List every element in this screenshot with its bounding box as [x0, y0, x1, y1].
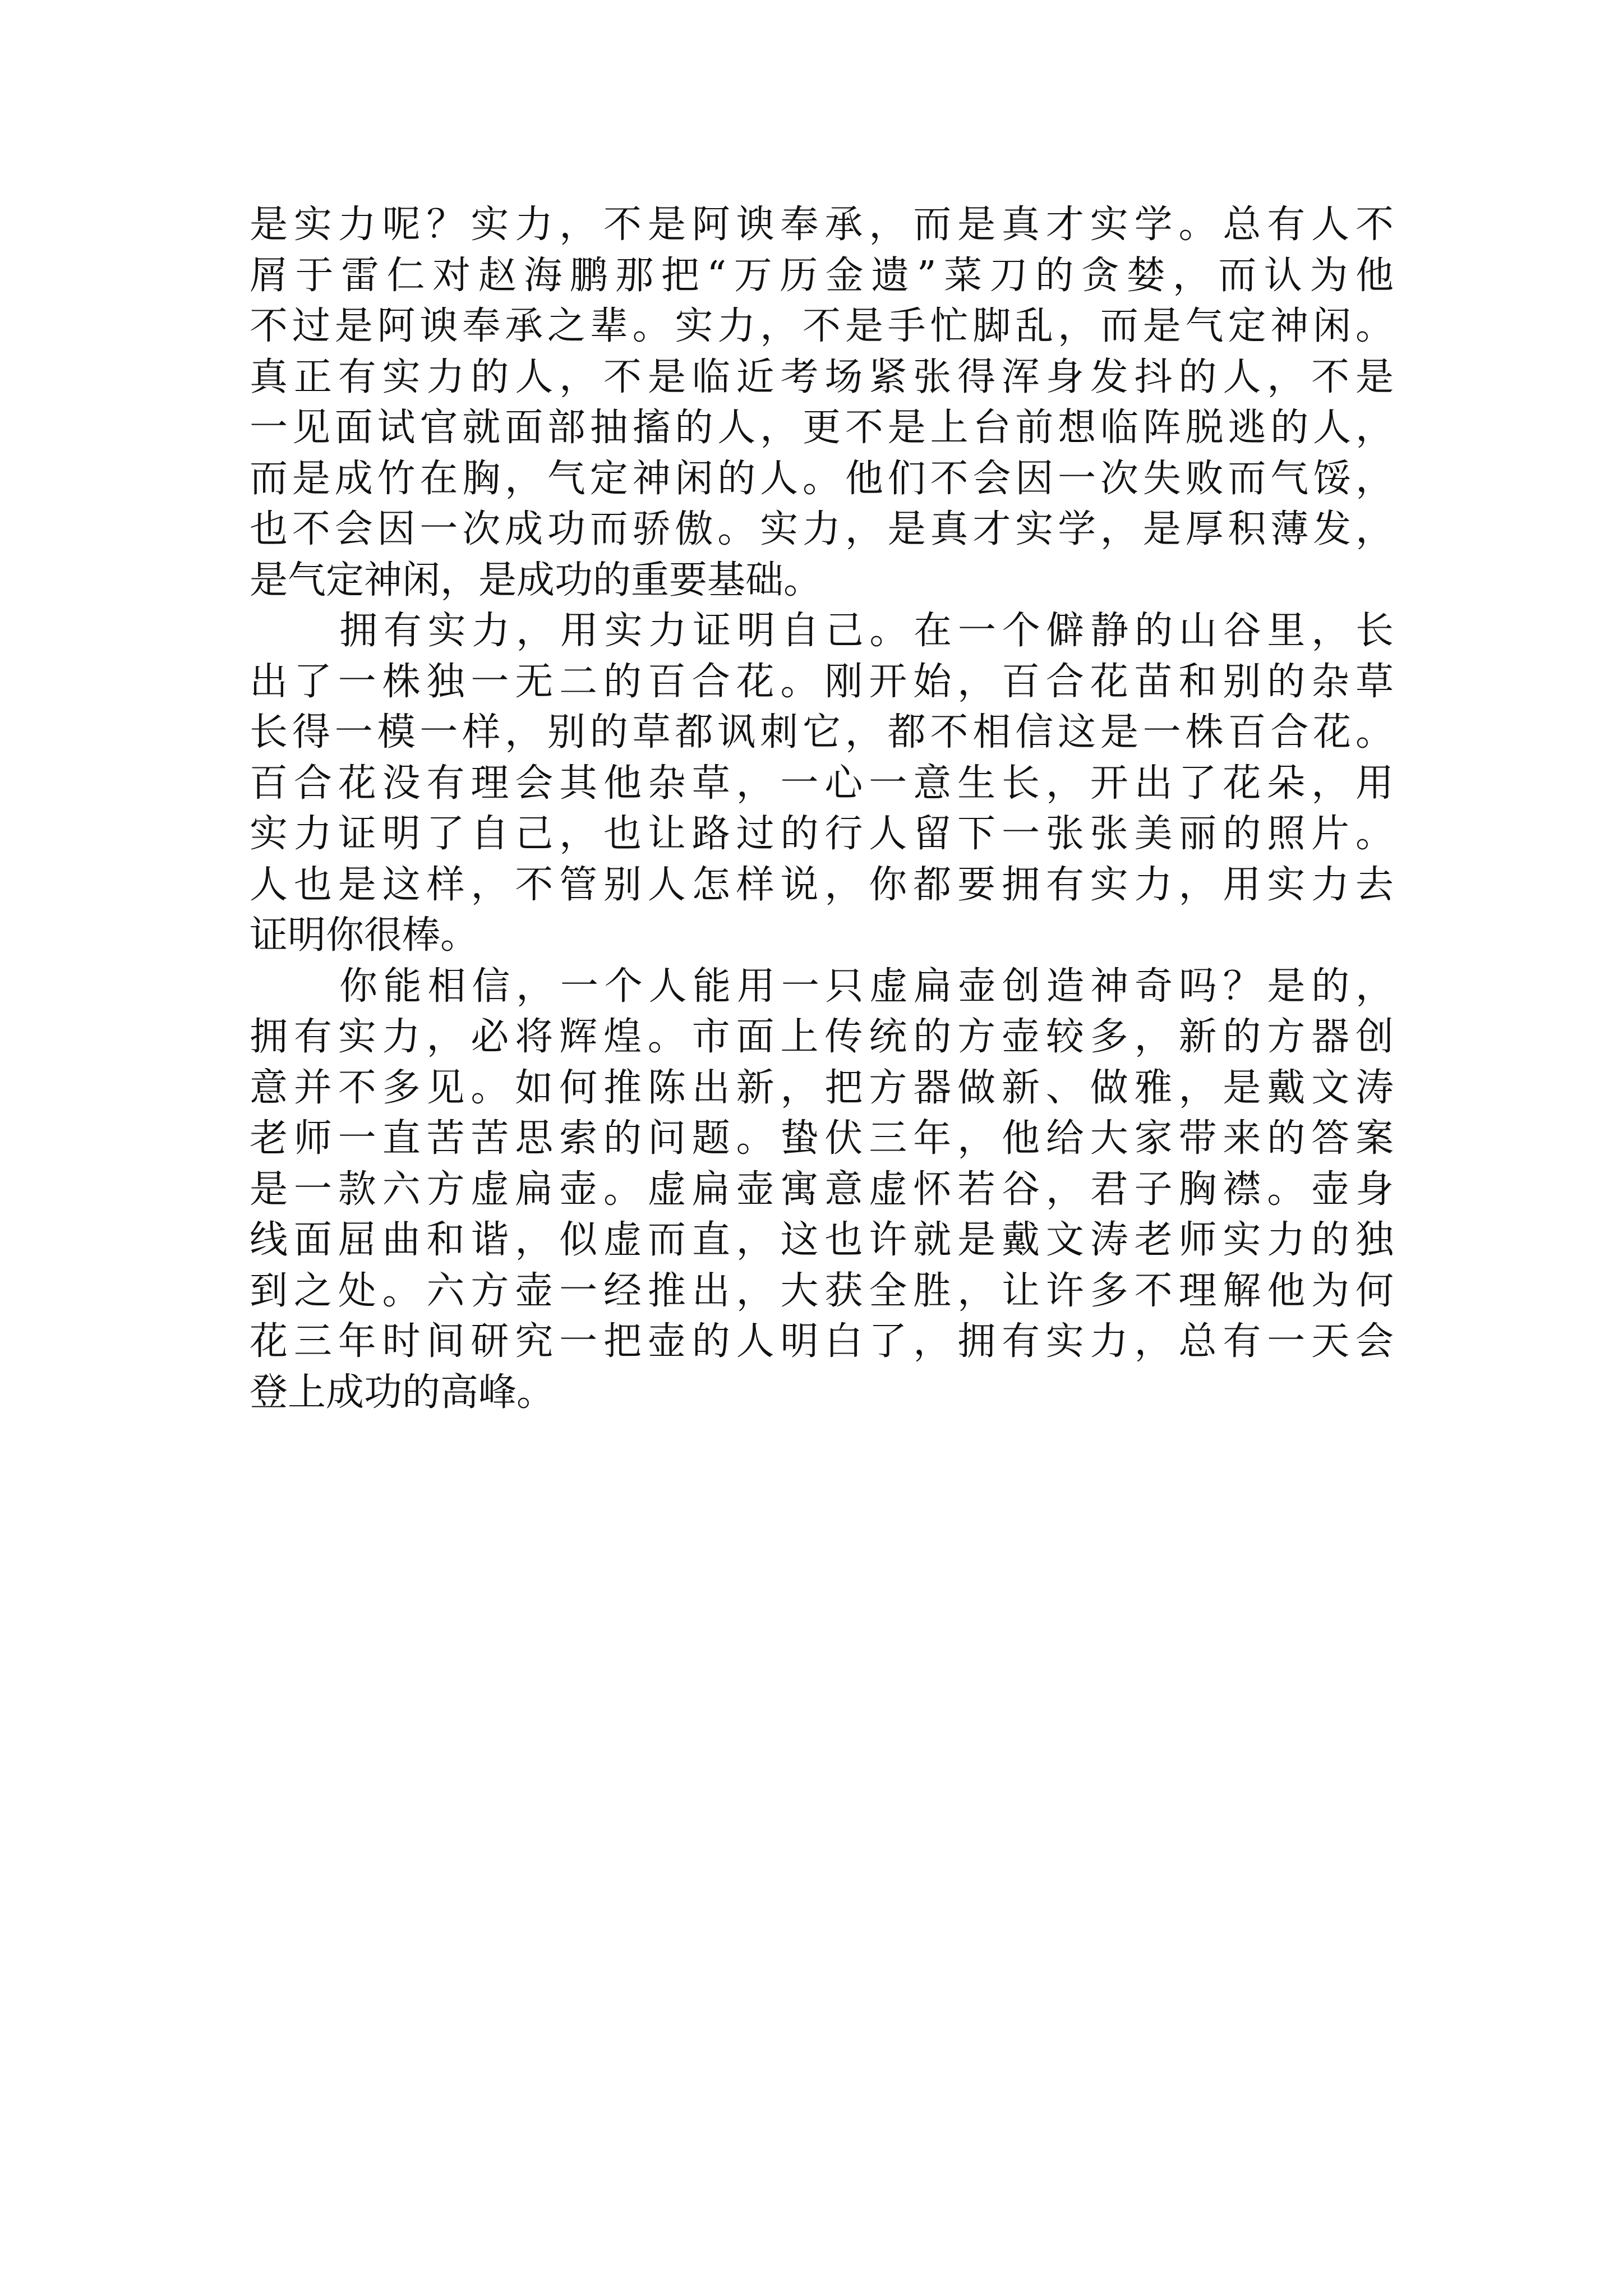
text-line: 拥有实力，用实力证明自己。在一个僻静的山谷里，长 — [339, 609, 1394, 653]
text-line: 不过是阿谀奉承之辈。实力，不是手忙脚乱，而是气定神闲。 — [250, 304, 1394, 348]
text-line: 是气定神闲，是成功的重要基础。 — [250, 558, 822, 602]
text-line: 意并不多见。如何推陈出新，把方器做新、做雅，是戴文涛 — [250, 1065, 1394, 1110]
text-line: 而是成竹在胸，气定神闲的人。他们不会因一次失败而气馁， — [250, 456, 1394, 501]
text-line: 出了一株独一无二的百合花。刚开始，百合花苗和别的杂草 — [250, 659, 1394, 704]
text-line: 拥有实力，必将辉煌。市面上传统的方壶较多，新的方器创 — [250, 1015, 1394, 1059]
text-line: 到之处。六方壶一经推出，大获全胜，让许多不理解他为何 — [250, 1268, 1394, 1313]
paragraph-1 — [250, 200, 1394, 606]
text-line: 你能相信，一个人能用一只虚扁壶创造神奇吗？是的， — [339, 964, 1394, 1009]
text-line: 一见面试官就面部抽搐的人，更不是上台前想临阵脱逃的人， — [250, 406, 1394, 450]
text-line: 人也是这样，不管别人怎样说，你都要拥有实力，用实力去 — [250, 862, 1394, 907]
text-line: 登上成功的高峰。 — [250, 1370, 555, 1415]
paragraph-2 — [250, 606, 1394, 961]
text-line: 老师一直苦苦思索的问题。蛰伏三年，他给大家带来的答案 — [250, 1116, 1394, 1161]
text-line: 长得一模一样，别的草都讽刺它，都不相信这是一株百合花。 — [250, 710, 1394, 754]
text-line: 真正有实力的人，不是临近考场紧张得浑身发抖的人，不是 — [250, 355, 1394, 399]
text-line: 实力证明了自己，也让路过的行人留下一张张美丽的照片。 — [250, 812, 1394, 856]
paragraph-3 — [250, 961, 1394, 1419]
text-line: 线面屈曲和谐，似虚而直，这也许就是戴文涛老师实力的独 — [250, 1218, 1394, 1262]
text-line: 是实力呢？实力，不是阿谀奉承，而是真才实学。总有人不 — [250, 203, 1394, 247]
essay-body — [250, 200, 1394, 1418]
text-line: 是一款六方虚扁壶。虚扁壶寓意虚怀若谷，君子胸襟。壶身 — [250, 1167, 1394, 1212]
text-line: 屑于雷仁对赵海鹏那把“万历金遗”菜刀的贪婪，而认为他 — [250, 253, 1394, 298]
text-line: 也不会因一次成功而骄傲。实力，是真才实学，是厚积薄发， — [250, 507, 1394, 551]
text-line: 证明你很棒。 — [250, 913, 479, 958]
text-line: 百合花没有理会其他杂草，一心一意生长，开出了花朵，用 — [250, 761, 1394, 806]
text-line: 花三年时间研究一把壶的人明白了，拥有实力，总有一天会 — [250, 1319, 1394, 1364]
